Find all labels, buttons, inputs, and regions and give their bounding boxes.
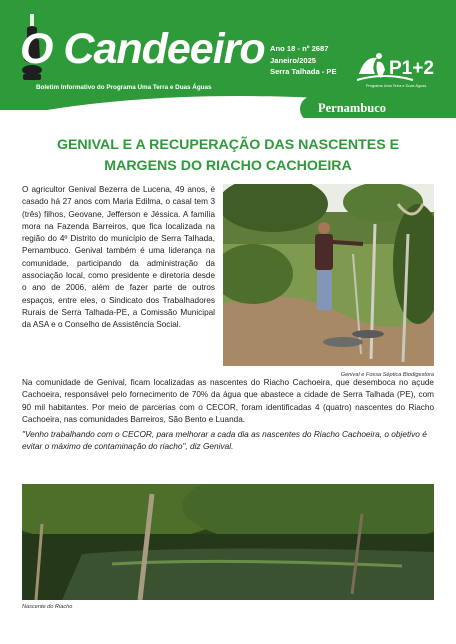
article-paragraph-1: O agricultor Genival Bezerra de Lucena, 49 anos, é casado há 27 anos com Maria Edilma, o casal tem 3 (três) filhos, Geovane, Jefferson e Jéssica. A família mora na Fazenda Barreiros, que fica localizada na região do 4º Distrito do município de Serra Talhada, Pernambuco. Genival também é uma liderança na comunidade, participando da administração da associação local, como presidente e diretoria desde o ano de 2006, além de fazer parte de outros espaços, entre eles, o Sindicato dos Trabalhadores Rurais de Serra Talhada-PE, a Comissão Municipal da ASA e o Conselho de Assistência Social. bbox=[22, 185, 215, 330]
issue-place: Serra Talhada - PE bbox=[270, 67, 337, 76]
photo-genival-image bbox=[223, 184, 434, 366]
masthead-title: O Candeeiro bbox=[20, 25, 265, 73]
article-title-line-1: GENIVAL E A RECUPERAÇÃO DAS NASCENTES E bbox=[56, 137, 400, 153]
header bbox=[0, 0, 456, 118]
article-title-line-2: MARGENS DO RIACHO CACHOEIRA bbox=[104, 158, 352, 174]
masthead-subtitle: Boletim Informativo do Programa Uma Terra e Duas Águas bbox=[36, 84, 212, 91]
photo-genival-caption: Genival e Fossa Séptica Biodigestora bbox=[340, 372, 434, 378]
photo-nascente-caption: Nascente do Riacho bbox=[22, 604, 73, 610]
program-logo-text: P1+2 bbox=[389, 58, 434, 79]
photo-nascente bbox=[22, 484, 434, 600]
issue-date: Janeiro/2025 bbox=[270, 55, 317, 65]
state-label: Pernambuco bbox=[318, 101, 387, 115]
program-logo-caption: Programa Uma Terra e Duas Águas bbox=[366, 84, 427, 88]
article-quote: "Venho trabalhando com o CECOR, para melhorar a cada dia as nascentes do Riacho Cachoeira, o objetivo é evitar o máximo de contaminação do riacho", diz Genival. bbox=[22, 429, 427, 452]
photo-nascente-image bbox=[22, 484, 434, 600]
article-paragraph-2: Na comunidade de Genival, ficam localizadas as nascentes do Riacho Cachoeira, que desemboca no açude Cachoeira, responsável pelo fornecimento de 70% da água que abastece a cidade de Serra Talhada (PE), com 90 mil habitantes. Por meio de parcerias com o CECOR, foram identificadas 4 (quatro) nascentes do Riacho Cachoeira, nas comunidades Barreiros, São Bento e Luanda. bbox=[22, 378, 434, 424]
issue-info bbox=[270, 43, 337, 78]
photo-genival bbox=[223, 184, 434, 366]
issue-number: Ano 18 - nº 2687 bbox=[270, 44, 329, 53]
article-title bbox=[20, 135, 436, 177]
